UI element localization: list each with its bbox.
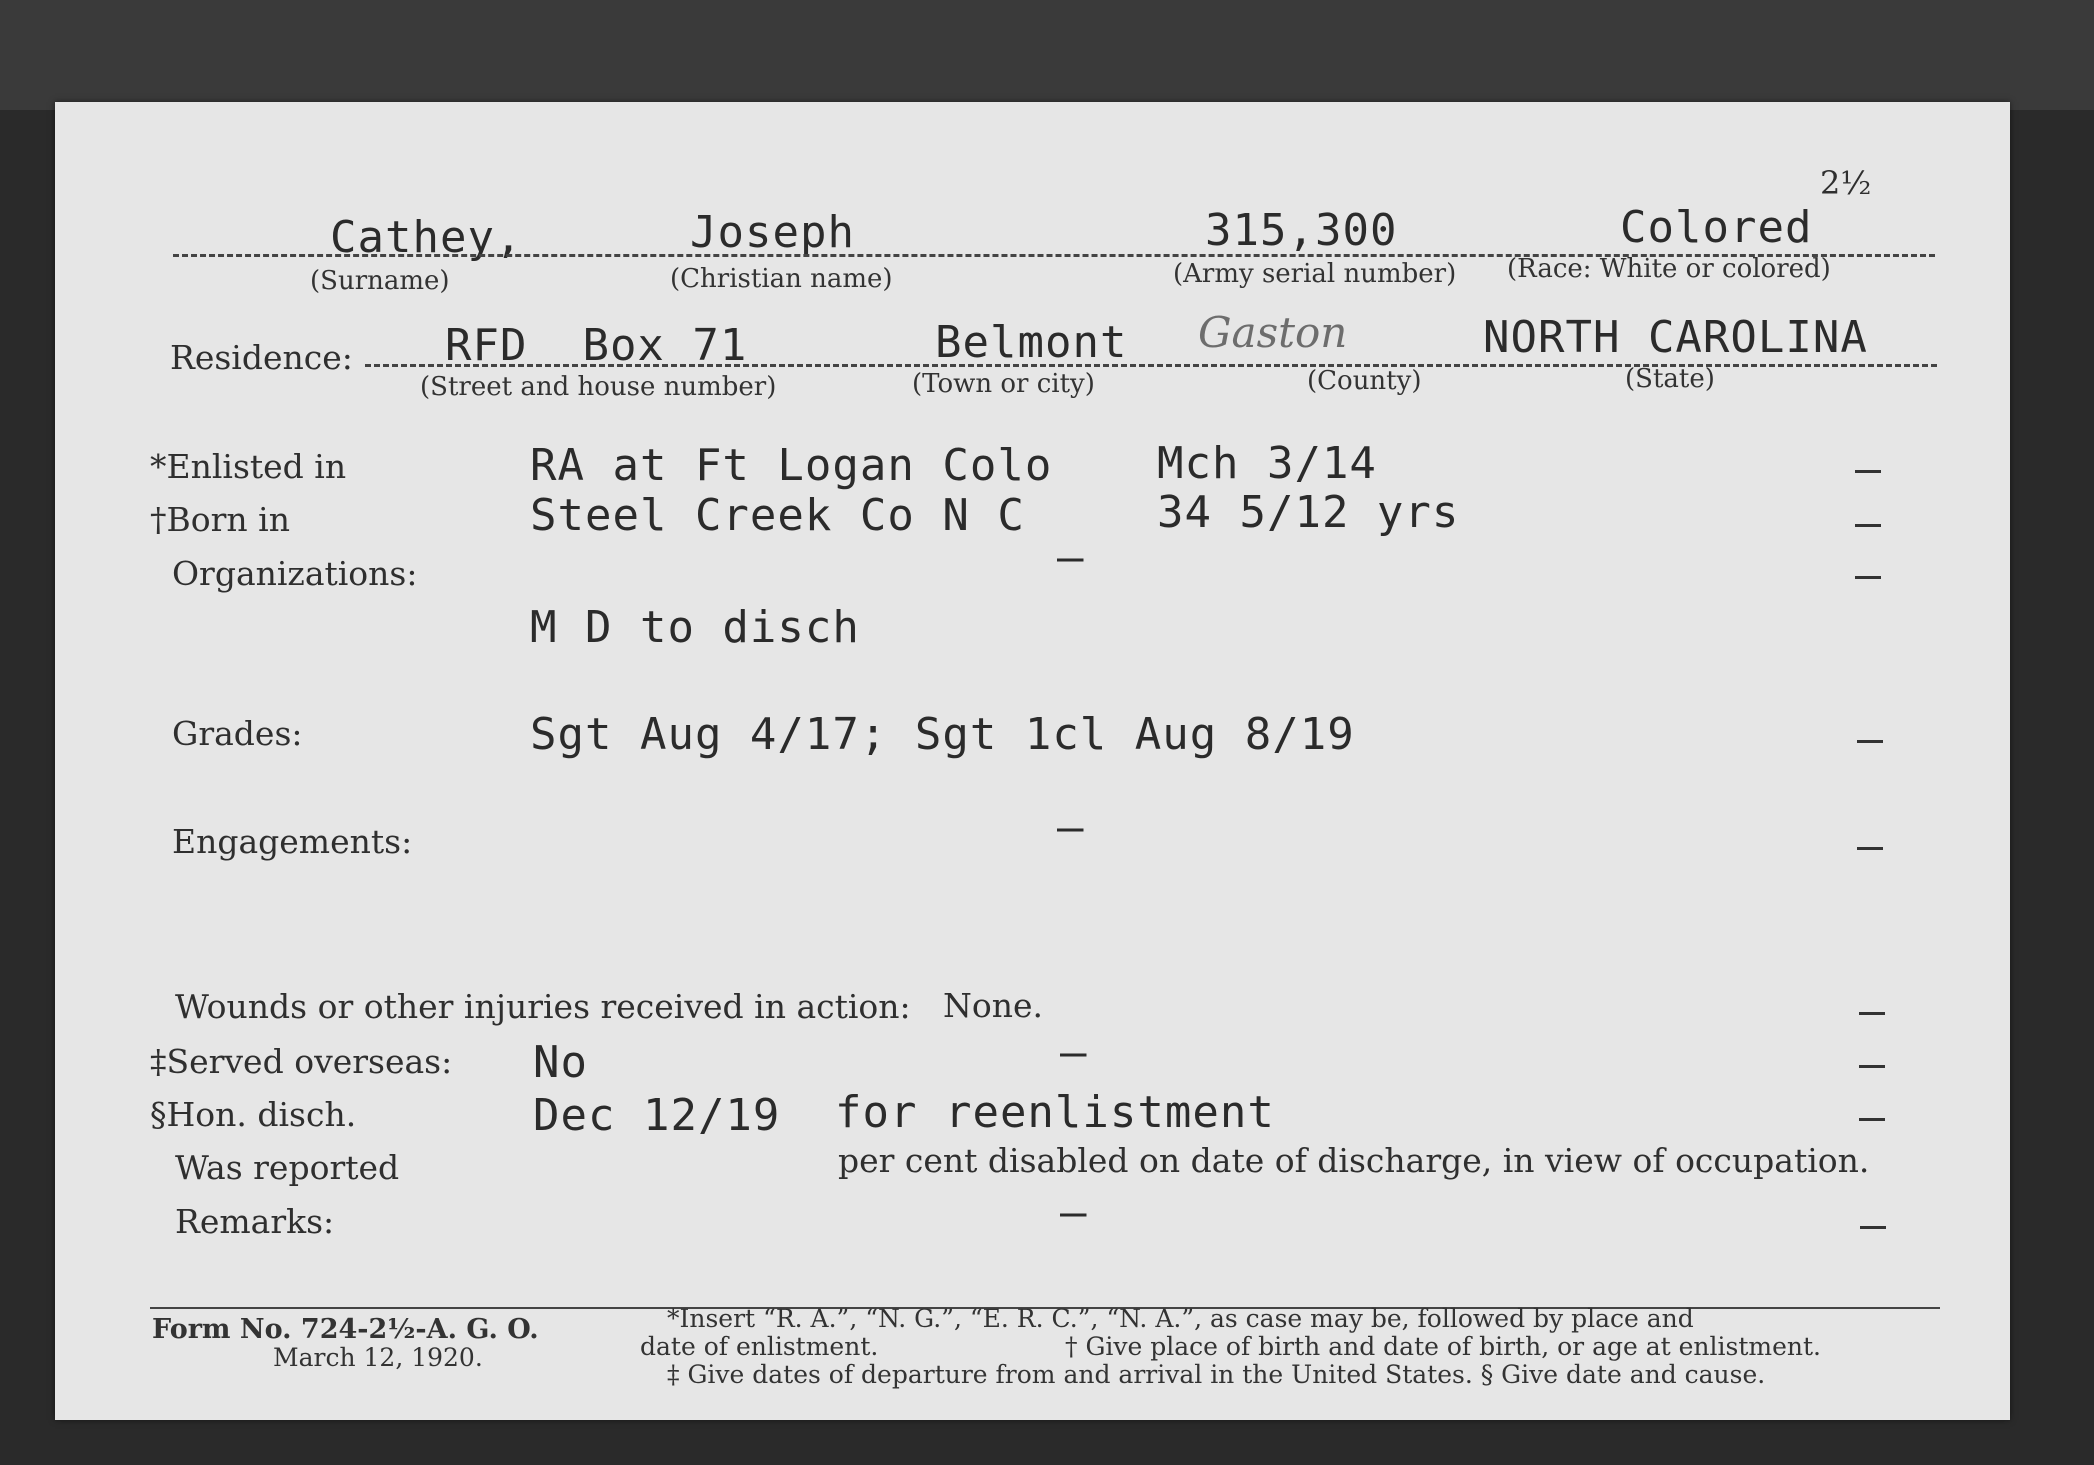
form-number: Form No. 724-2½-A. G. O. [152, 1314, 539, 1345]
surname-caption: (Surname) [310, 266, 450, 296]
overseas-dash: – [1060, 1027, 1088, 1078]
overseas-value: No [533, 1037, 588, 1088]
town-caption: (Town or city) [912, 369, 1095, 399]
enlisted-label: *Enlisted in [150, 447, 347, 486]
engagements-label: Engagements: [172, 822, 413, 861]
engagements-value: – [1057, 802, 1085, 853]
organizations-dash [1855, 576, 1881, 579]
hon-disch-dash [1859, 1118, 1885, 1121]
serial-number-value: 315,300 [1205, 205, 1398, 256]
overseas-end-dash [1859, 1065, 1885, 1068]
wounds-dash [1859, 1012, 1885, 1015]
grades-value: Sgt Aug 4/17; Sgt 1cl Aug 8/19 [530, 709, 1355, 760]
residence-label: Residence: [170, 338, 353, 377]
race-caption: (Race: White or colored) [1507, 254, 1831, 284]
service-record-card [55, 102, 2010, 1420]
card-number: 2½ [1820, 164, 1872, 202]
organizations-note: M D to disch [530, 602, 860, 653]
remarks-value: – [1060, 1187, 1088, 1238]
scanner-background [0, 0, 2094, 110]
town-value: Belmont [935, 317, 1128, 368]
enlisted-dash [1855, 470, 1881, 473]
hon-disch-label: §Hon. disch. [150, 1095, 357, 1134]
born-value: Steel Creek Co N C [530, 490, 1025, 541]
state-caption: (State) [1625, 364, 1715, 394]
reported-text: per cent disabled on date of discharge, in view of occupation. [838, 1141, 1870, 1180]
reported-label: Was reported [175, 1148, 400, 1187]
christian-name-value: Joseph [690, 207, 855, 258]
footnote-birth: † Give place of birth and date of birth, or age at enlistment. [1065, 1332, 1821, 1361]
footnote-overseas: ‡ Give dates of departure from and arrival in the United States. § Give date and cause. [667, 1360, 1766, 1389]
wounds-label: Wounds or other injuries received in action: [175, 987, 911, 1026]
organizations-value: – [1057, 532, 1085, 583]
grades-dash [1857, 740, 1883, 743]
enlisted-date: Mch 3/14 [1157, 438, 1377, 489]
footnote-enlistment-cont: date of enlistment. [640, 1332, 879, 1361]
county-caption: (County) [1307, 366, 1422, 396]
race-value: Colored [1620, 202, 1813, 253]
hon-disch-reason: for reenlistment [835, 1087, 1275, 1138]
street-caption: (Street and house number) [420, 372, 777, 402]
footnote-enlistment: *Insert “R. A.”, “N. G.”, “E. R. C.”, “N. A.”, as case may be, followed by place and [667, 1304, 1694, 1333]
form-date: March 12, 1920. [273, 1343, 483, 1372]
street-value: RFD Box 71 [445, 320, 748, 371]
christian-name-caption: (Christian name) [670, 264, 893, 294]
organizations-label: Organizations: [172, 554, 418, 593]
hon-disch-date: Dec 12/19 [533, 1090, 781, 1141]
born-age: 34 5/12 yrs [1157, 487, 1460, 538]
engagements-dash [1857, 847, 1883, 850]
born-dash [1855, 524, 1881, 527]
remarks-dash [1860, 1226, 1886, 1229]
wounds-value: None. [943, 986, 1044, 1025]
overseas-label: ‡Served overseas: [150, 1042, 453, 1081]
remarks-label: Remarks: [175, 1202, 335, 1241]
county-value: Gaston [1198, 308, 1348, 357]
grades-label: Grades: [172, 714, 303, 753]
enlisted-value: RA at Ft Logan Colo [530, 440, 1053, 491]
serial-number-caption: (Army serial number) [1173, 259, 1457, 289]
state-value: NORTH CAROLINA [1483, 312, 1868, 363]
born-label: †Born in [150, 500, 290, 539]
surname-value: Cathey, [330, 212, 523, 263]
